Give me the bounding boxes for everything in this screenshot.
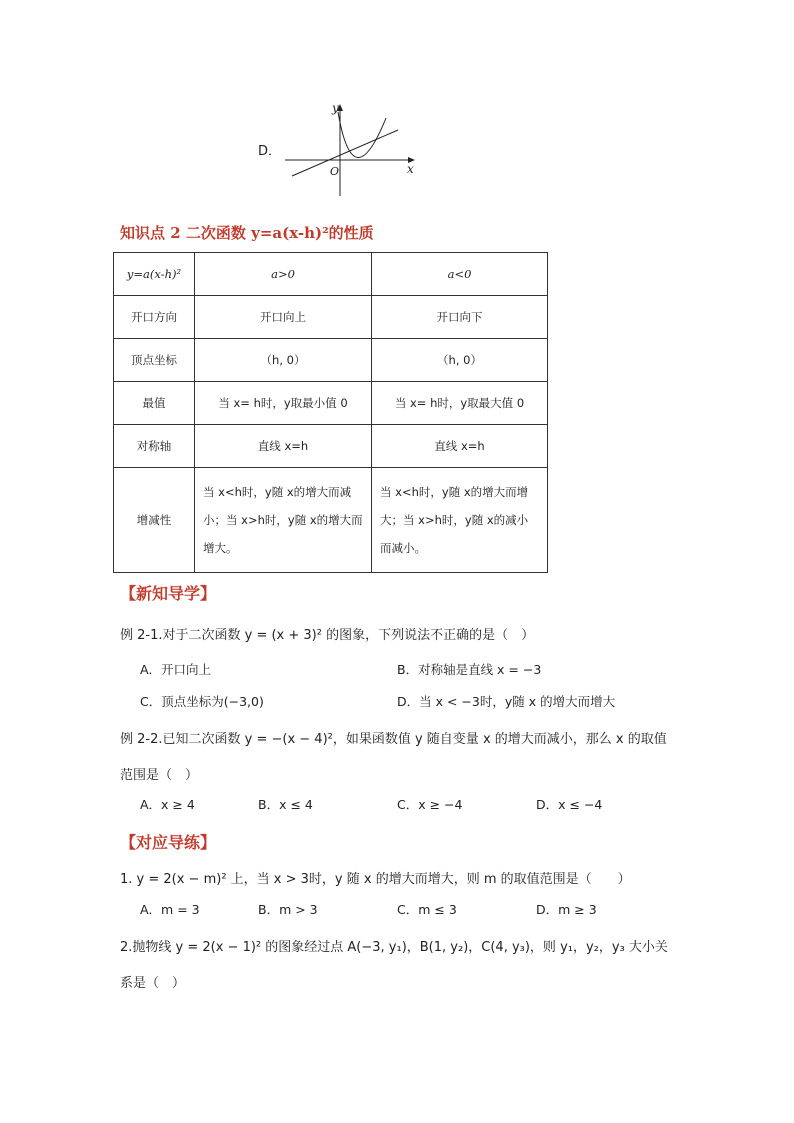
- table-cell: 顶点坐标: [114, 339, 195, 382]
- section-title-practice: 【对应导练】: [120, 833, 217, 852]
- table-cell: a>0: [195, 253, 372, 296]
- table-cell: 直线 x=h: [372, 425, 548, 468]
- axis-x-label: x: [407, 162, 414, 176]
- table-row: [114, 425, 548, 468]
- q1-option-b[interactable]: B．m > 3: [258, 902, 318, 917]
- table-cell: 当 x= h时，y取最大值 0: [372, 382, 548, 425]
- table-header-row: [114, 253, 548, 296]
- table-cell: 当 x<h时，y随 x的增大而增大；当 x>h时，y随 x的减小而减小。: [372, 468, 548, 573]
- table-cell: 当 x<h时，y随 x的增大而减小；当 x>h时，y随 x的增大而增大。: [195, 468, 372, 573]
- practice-q1-question: 1. y = 2(x − m)² 上，当 x > 3时，y 随 x 的增大而增大，则 m 的取值范围是（ ）: [120, 872, 631, 887]
- table-cell: 直线 x=h: [195, 425, 372, 468]
- table-cell: 增减性: [114, 468, 195, 573]
- table-cell: 开口向上: [195, 296, 372, 339]
- ex2-option-d[interactable]: D．x ≤ −4: [536, 797, 603, 812]
- example-2-1-question: 例 2-1.对于二次函数 y = (x + 3)² 的图象，下列说法不正确的是（ ）: [120, 628, 535, 643]
- table-row: [114, 339, 548, 382]
- origin-label: O: [330, 165, 340, 178]
- example-2-2-question-line2: 范围是（ ）: [120, 768, 199, 783]
- knowledge-point-heading: 知识点 2 二次函数 y=a(x-h)²的性质: [120, 224, 374, 242]
- ex1-option-a[interactable]: A．开口向上: [140, 662, 212, 677]
- option-d-label: D．: [258, 144, 282, 159]
- ex2-option-c[interactable]: C．x ≥ −4: [397, 797, 463, 812]
- ex1-option-c[interactable]: C．顶点坐标为(−3,0): [140, 694, 264, 709]
- table-cell: 当 x= h时，y取最小值 0: [195, 382, 372, 425]
- ex2-option-a[interactable]: A．x ≥ 4: [140, 797, 195, 812]
- parabola-curve: [338, 112, 386, 158]
- section-title-new: 【新知导学】: [120, 584, 217, 603]
- table-cell: 开口方向: [114, 296, 195, 339]
- properties-table: [113, 252, 548, 573]
- practice-q2-question-line2: 系是（ ）: [120, 976, 186, 991]
- practice-q2-question-line1: 2.抛物线 y = 2(x − 1)² 的图象经过点 A(−3, y₁)，B(1, y₂)，C(4, y₃)，则 y₁，y₂，y₃ 大小关: [120, 940, 668, 955]
- example-2-2-question-line1: 例 2-2.已知二次函数 y = −(x − 4)²，如果函数值 y 随自变量 x 的增大而减小，那么 x 的取值: [120, 732, 667, 747]
- table-cell: 开口向下: [372, 296, 548, 339]
- ex1-option-d[interactable]: D．当 x < −3时，y随 x 的增大而增大: [397, 694, 616, 709]
- q1-option-c[interactable]: C．m ≤ 3: [397, 902, 457, 917]
- straight-line: [292, 130, 398, 176]
- table-row: [114, 468, 548, 573]
- q1-option-a[interactable]: A．m = 3: [140, 902, 200, 917]
- table-cell: 最值: [114, 382, 195, 425]
- table-cell: y=a(x-h)²: [114, 253, 195, 296]
- table-cell: a<0: [372, 253, 548, 296]
- table-row: [114, 382, 548, 425]
- ex2-option-b[interactable]: B．x ≤ 4: [258, 797, 313, 812]
- ex1-option-b[interactable]: B．对称轴是直线 x = −3: [397, 662, 542, 677]
- table-cell: （h, 0）: [195, 339, 372, 382]
- table-cell: （h, 0）: [372, 339, 548, 382]
- axis-y-label: y: [332, 101, 339, 115]
- q1-option-d[interactable]: D．m ≥ 3: [536, 902, 597, 917]
- table-row: [114, 296, 548, 339]
- table-cell: 对称轴: [114, 425, 195, 468]
- parabola-line-graph: [250, 98, 430, 200]
